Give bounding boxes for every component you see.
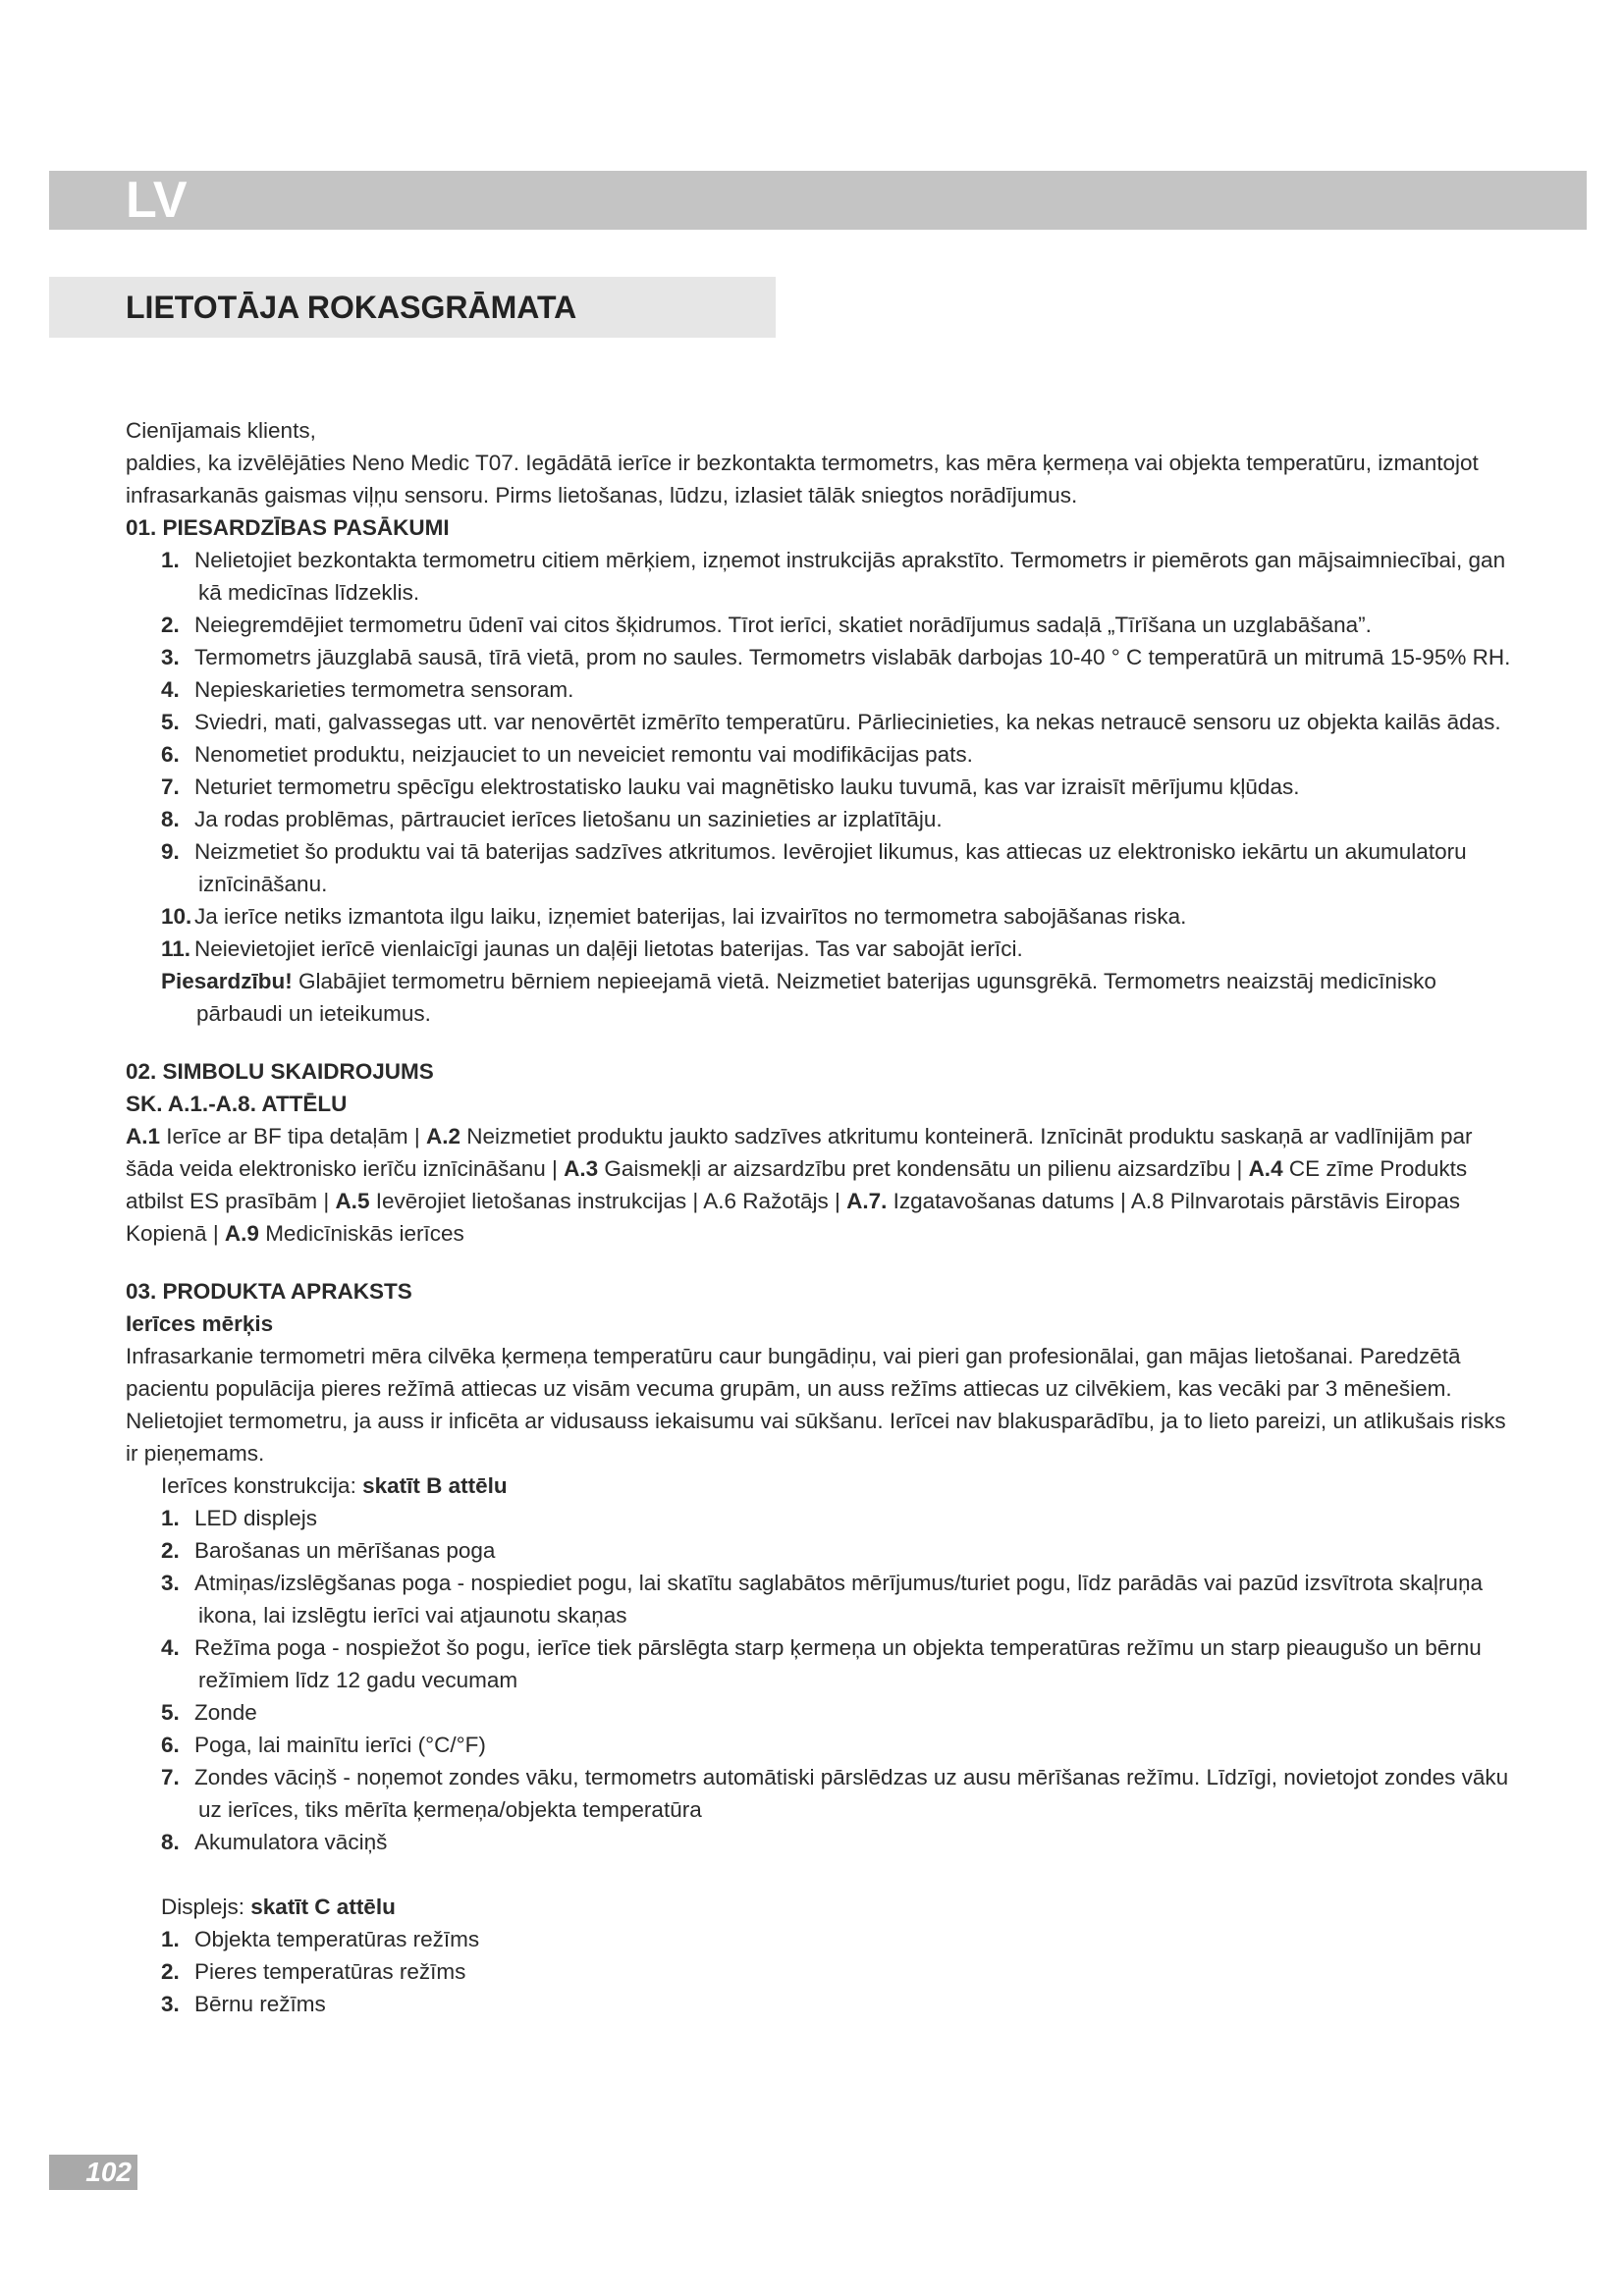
item-number: 7. (161, 774, 180, 799)
section-heading-symbols: 02. SIMBOLU SKAIDROJUMS (126, 1059, 434, 1084)
item-text: Nepieskarieties termometra sensoram. (194, 677, 574, 702)
item-text: Zonde (194, 1700, 257, 1725)
list-item (161, 641, 1520, 673)
item-number: 9. (161, 839, 180, 864)
list-item (161, 738, 1520, 771)
list-item (161, 900, 1520, 933)
symbols-text (126, 1120, 1520, 1250)
list-item (161, 1631, 1520, 1696)
construction-line (126, 1469, 1520, 1502)
list-item (161, 706, 1520, 738)
list-item (161, 1696, 1520, 1729)
list-item (161, 1534, 1520, 1567)
item-number: 5. (161, 710, 180, 734)
list-item (161, 1988, 1520, 2020)
symbol-code: A.5 (335, 1189, 370, 1213)
page-number: 102 (49, 2155, 137, 2190)
list-item (161, 1502, 1520, 1534)
item-text: Ja ierīce netiks izmantota ilgu laiku, izņemiet baterijas, lai izvairītos no termometra sabojāšanas riska. (194, 904, 1187, 929)
symbol-description: CE zīme Produkts atbilst ES prasībām | (126, 1156, 1468, 1213)
construction-ref: skatīt B attēlu (362, 1473, 508, 1498)
item-text: Neiegremdējiet termometru ūdenī vai citos šķidrumos. Tīrot ierīci, skatiet norādījumus sadaļā „Tīrīšana un uzglabāšana”. (194, 613, 1372, 637)
symbols-subheading: SK. A.1.-A.8. ATTĒLU (126, 1092, 348, 1116)
list-item (161, 803, 1520, 835)
symbol-code: A.9 (224, 1221, 259, 1246)
item-text: Pieres temperatūras režīms (194, 1959, 466, 1984)
item-text: Neturiet termometru spēcīgu elektrostatisko lauku vai magnētisko lauku tuvumā, kas var izraisīt mērījumu kļūdas. (194, 774, 1300, 799)
display-list (126, 1923, 1520, 2020)
item-text: Neievietojiet ierīcē vienlaicīgi jaunas un daļēji lietotas baterijas. Tas var sabojāt ierīci. (194, 936, 1023, 961)
construction-label: Ierīces konstrukcija: (161, 1473, 363, 1498)
item-text: Sviedri, mati, galvassegas utt. var nenovērtēt izmērīto temperatūru. Pārliecinieties, ka nekas netraucē sensoru uz objekta kailās ādas. (194, 710, 1501, 734)
symbol-code: A.7. (846, 1189, 888, 1213)
list-item (161, 1761, 1520, 1826)
display-label: Displejs: (161, 1895, 251, 1919)
list-item (161, 771, 1520, 803)
item-number: 3. (161, 645, 180, 669)
item-number: 8. (161, 1830, 180, 1854)
display-ref: skatīt C attēlu (250, 1895, 396, 1919)
item-number: 4. (161, 677, 180, 702)
symbol-description: Medicīniskās ierīces (258, 1221, 464, 1246)
content (126, 414, 1520, 2020)
list-item (161, 933, 1520, 965)
symbol-description: Gaismekļi ar aizsardzību pret kondensātu un pilienu aizsardzību | (598, 1156, 1249, 1181)
item-text: Akumulatora vāciņš (194, 1830, 388, 1854)
title-bar (49, 277, 776, 338)
item-number: 10. (161, 904, 192, 929)
section-heading-description: 03. PRODUKTA APRAKSTS (126, 1279, 412, 1304)
device-purpose-text: Infrasarkanie termometri mēra cilvēka ķermeņa temperatūru caur bungādiņu, vai pieri gan profesionālai, gan mājas lietošanai. Paredzētā pacientu populācija pieres režīmā attiecas uz visām vecuma grupām, un auss režīms attiecas uz cilvēkiem, kas vecāki par 3 mēnešiem. Nelietojiet termometru, ja auss ir inficēta ar vidusauss iekaisumu vai sūkšanu. Ierīcei nav blakusparādību, ja to lieto pareizi, un atlikušais risks ir pieņemams. (126, 1344, 1506, 1466)
item-number: 1. (161, 1927, 180, 1951)
symbol-code: A.3 (564, 1156, 599, 1181)
list-item (161, 609, 1520, 641)
item-text: Ja rodas problēmas, pārtrauciet ierīces lietošanu un sazinieties ar izplatītāju. (194, 807, 943, 831)
item-text: Nelietojiet bezkontakta termometru citiem mērķiem, izņemot instrukcijās aprakstīto. Termometrs ir piemērots gan mājsaimniecībai, gan kā medicīnas līdzeklis. (194, 548, 1506, 605)
item-number: 11. (161, 936, 191, 961)
list-item (161, 1923, 1520, 1955)
item-number: 6. (161, 1733, 180, 1757)
item-number: 8. (161, 807, 180, 831)
item-number: 3. (161, 1571, 180, 1595)
symbol-code: A.4 (1248, 1156, 1283, 1181)
display-line (126, 1891, 1520, 1923)
language-code: LV (126, 172, 188, 229)
item-number: 2. (161, 1538, 180, 1563)
list-item (161, 835, 1520, 900)
section-heading-precautions: 01. PIESARDZĪBAS PASĀKUMI (126, 515, 450, 540)
symbol-description: Ievērojiet lietošanas instrukcijas | A.6 Ražotājs | (369, 1189, 847, 1213)
warning-paragraph (126, 965, 1520, 1030)
item-text: Bērnu režīms (194, 1992, 326, 2016)
symbol-code: A.2 (425, 1124, 460, 1148)
item-text: Objekta temperatūras režīms (194, 1927, 480, 1951)
item-text: Barošanas un mērīšanas poga (194, 1538, 496, 1563)
list-item (161, 1955, 1520, 1988)
item-number: 6. (161, 742, 180, 767)
item-text: LED displejs (194, 1506, 318, 1530)
symbol-description: Neizmetiet produktu jaukto sadzīves atkritumu konteinerā. Iznīcināt produktu saskaņā ar vadlīnijām par šāda veida elektronisko ierīču iznīcināšanu | (126, 1124, 1473, 1181)
item-number: 3. (161, 1992, 180, 2016)
list-item (161, 673, 1520, 706)
symbol-description: Ierīce ar BF tipa detaļām | (160, 1124, 426, 1148)
greeting: Cienījamais klients, (126, 418, 316, 443)
item-text: Nenometiet produktu, neizjauciet to un neveiciet remontu vai modifikācijas pats. (194, 742, 973, 767)
symbol-description: Izgatavošanas datums | A.8 Pilnvarotais pārstāvis Eiropas Kopienā | (126, 1189, 1461, 1246)
item-text: Poga, lai mainītu ierīci (°C/°F) (194, 1733, 486, 1757)
item-number: 2. (161, 613, 180, 637)
item-text: Zondes vāciņš - noņemot zondes vāku, termometrs automātiski pārslēdzas uz ausu mērīšanas režīmu. Līdzīgi, novietojot zondes vāku uz ierīces, tiks mērīta ķermeņa/objekta temperatūra (194, 1765, 1509, 1822)
item-number: 1. (161, 1506, 180, 1530)
list-item (161, 1826, 1520, 1858)
warning-text: Glabājiet termometru bērniem nepieejamā vietā. Neizmetiet baterijas ugunsgrēkā. Termometrs neaizstāj medicīnisko pārbaudi un ieteikumus. (196, 969, 1436, 1026)
construction-list (126, 1502, 1520, 1858)
list-item (161, 1567, 1520, 1631)
item-number: 1. (161, 548, 180, 572)
language-header-bar (49, 171, 1587, 230)
intro-text: paldies, ka izvēlējāties Neno Medic T07. Iegādātā ierīce ir bezkontakta termometrs, kas mēra ķermeņa vai objekta temperatūru, izmantojot infrasarkanās gaismas viļņu sensoru. Pirms lietošanas, lūdzu, izlasiet tālāk sniegtos norādījumus. (126, 451, 1479, 507)
item-text: Neizmetiet šo produktu vai tā baterijas sadzīves atkritumos. Ievērojiet likumus, kas attiecas uz elektronisko iekārtu un akumulatoru iznīcināšanu. (194, 839, 1467, 896)
item-number: 5. (161, 1700, 180, 1725)
item-text: Režīma poga - nospiežot šo pogu, ierīce tiek pārslēgta starp ķermeņa un objekta temperatūras režīmu un starp pieaugušo un bērnu režīmiem līdz 12 gadu vecumam (194, 1635, 1482, 1692)
item-number: 4. (161, 1635, 180, 1660)
symbol-code: A.1 (126, 1124, 161, 1148)
precautions-list (126, 544, 1520, 965)
document-title: LIETOTĀJA ROKASGRĀMATA (126, 290, 577, 325)
item-number: 2. (161, 1959, 180, 1984)
item-number: 7. (161, 1765, 180, 1789)
warning-label: Piesardzību! (161, 969, 293, 993)
list-item (161, 1729, 1520, 1761)
item-text: Termometrs jāuzglabā sausā, tīrā vietā, prom no saules. Termometrs vislabāk darbojas 10-40 ° C temperatūrā un mitrumā 15-95% RH. (194, 645, 1511, 669)
device-purpose-subheading: Ierīces mērķis (126, 1311, 274, 1336)
list-item (161, 544, 1520, 609)
item-text: Atmiņas/izslēgšanas poga - nospiediet pogu, lai skatītu saglabātos mērījumus/turiet pogu, līdz parādās vai pazūd izsvītrota skaļruņa ikona, lai izslēgtu ierīci vai atjaunotu skaņas (194, 1571, 1483, 1628)
